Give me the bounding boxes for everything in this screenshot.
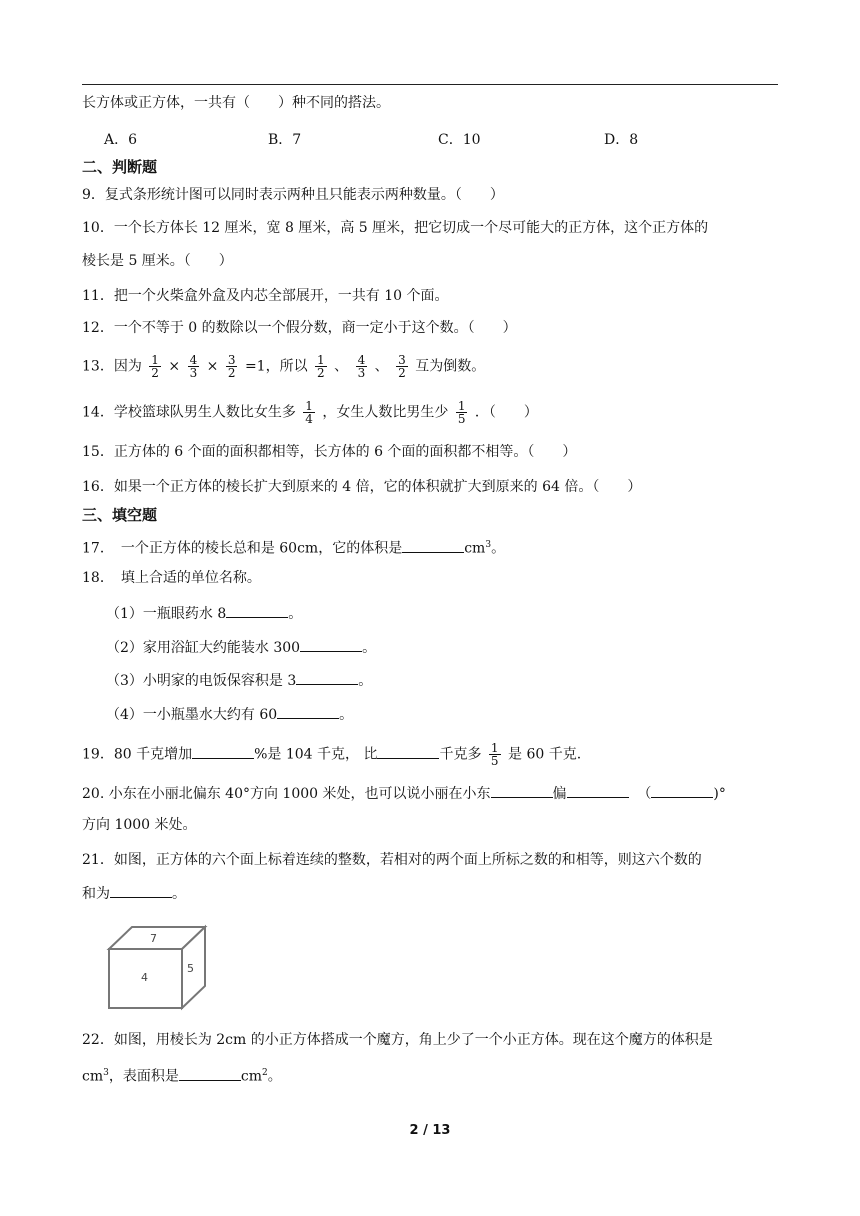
fraction: $\frac{3}{2}$	[398, 353, 406, 380]
q8-option-c: C．10	[438, 132, 481, 148]
answer-blank[interactable]	[300, 637, 362, 652]
cube-diagram	[100, 922, 220, 1014]
q8-option-b: B．7	[268, 132, 302, 148]
question-14: 14．学校篮球队男生人数比女生多 $\frac{1}{4}$ ，女生人数比男生少 $\frac{1}{5}$ ．（ ）	[82, 399, 538, 426]
fraction: $\frac{1}{2}$	[151, 353, 159, 380]
question-17: 17． 一个正方体的棱长总和是 60cm，它的体积是 $cm^3$。	[82, 535, 505, 559]
q8-option-a: A．6	[104, 132, 138, 148]
fraction: $\frac{3}{2}$	[227, 353, 236, 380]
fraction: $\frac{1}{5}$	[490, 741, 499, 768]
question-18-title: 18． 填上合适的单位名称。	[82, 570, 261, 586]
header-rule	[82, 84, 778, 85]
fraction: $\frac{4}{3}$	[357, 353, 366, 380]
answer-blank[interactable]	[277, 704, 339, 719]
q8-stem-end: 长方体或正方体，一共有（ ）种不同的搭法。	[82, 95, 390, 111]
question-12: 12．一个不等于 0 的数除以一个假分数，商一定小于这个数。（ ）	[82, 320, 517, 336]
question-9: 9．复式条形统计图可以同时表示两种且只能表示两种数量。（ ）	[82, 187, 504, 203]
fraction: $\frac{1}{5}$	[457, 399, 466, 426]
answer-blank[interactable]	[110, 883, 172, 898]
answer-blank[interactable]	[296, 670, 358, 685]
question-19: 19．80 千克增加 %是 104 千克， 比 千克多 $\frac{1}{5}$ 是 60 千克.	[82, 741, 582, 768]
cube-right-number: 5	[187, 962, 194, 975]
question-10-line2: 棱长是 5 厘米。（ ）	[82, 253, 233, 269]
question-10-line1: 10．一个长方体长 12 厘米，宽 8 厘米，高 5 厘米，把它切成一个尽可能大的正方体，这个正方体的	[82, 220, 709, 236]
question-11: 11．把一个火柴盒外盒及内芯全部展开，一共有 10 个面。	[82, 288, 449, 304]
question-13: 13．因为 $\frac{1}{2}$ × $\frac{4}{3}$ × $\frac{3}{2}$ =1，所以 $\frac{1}{2}$ 、 $\frac{4}{3}$ 、 $\frac{3}{2}$ 互为倒数。	[82, 353, 486, 380]
cube-top-number: 7	[150, 932, 157, 945]
question-22-line1: 22．如图，用棱长为 2cm 的小正方体搭成一个魔方，角上少了一个小正方体。现在这个魔方的体积是	[82, 1032, 713, 1048]
answer-blank[interactable]	[402, 538, 464, 553]
question-18-item-1: （1）一瓶眼药水 8 。	[106, 603, 302, 624]
answer-blank[interactable]	[567, 783, 629, 798]
question-22-line2: $cm^3$，表面积是 $cm^2$。	[82, 1063, 282, 1087]
page-number: 2 / 13	[409, 1123, 451, 1138]
answer-blank[interactable]	[377, 744, 439, 759]
section-heading-fill: 三、填空题	[82, 506, 158, 524]
answer-blank[interactable]	[192, 744, 254, 759]
cube-front-number: 4	[141, 971, 148, 984]
fraction: $\frac{1}{2}$	[317, 353, 325, 380]
question-15: 15．正方体的 6 个面的面积都相等，长方体的 6 个面的面积都不相等。（ ）	[82, 444, 577, 460]
q8-option-d: D．8	[604, 132, 639, 148]
question-21-line1: 21．如图，正方体的六个面上标着连续的整数，若相对的两个面上所标之数的和相等，则这六个数的	[82, 852, 702, 868]
question-16: 16．如果一个正方体的棱长扩大到原来的 4 倍，它的体积就扩大到原来的 64 倍。（ ）	[82, 479, 642, 495]
question-18-item-4: （4）一小瓶墨水大约有 60 。	[106, 704, 353, 725]
question-18-item-2: （2）家用浴缸大约能装水 300 。	[106, 637, 376, 658]
answer-blank[interactable]	[491, 783, 553, 798]
question-21-line2: 和为 。	[82, 883, 186, 904]
question-20-line2: 方向 1000 米处。	[82, 817, 197, 833]
answer-blank[interactable]	[651, 783, 713, 798]
fraction: $\frac{1}{4}$	[305, 399, 313, 426]
question-18-item-3: （3）小明家的电饭保容积是 3 。	[106, 670, 372, 691]
question-20-line1: 20. 小东在小丽北偏东 40°方向 1000 米处，也可以说小丽在小东 偏 （ )°	[82, 783, 726, 804]
fraction: $\frac{4}{3}$	[189, 353, 198, 380]
answer-blank[interactable]	[179, 1066, 241, 1081]
answer-blank[interactable]	[226, 603, 288, 618]
section-heading-judge: 二、判断题	[82, 158, 158, 176]
